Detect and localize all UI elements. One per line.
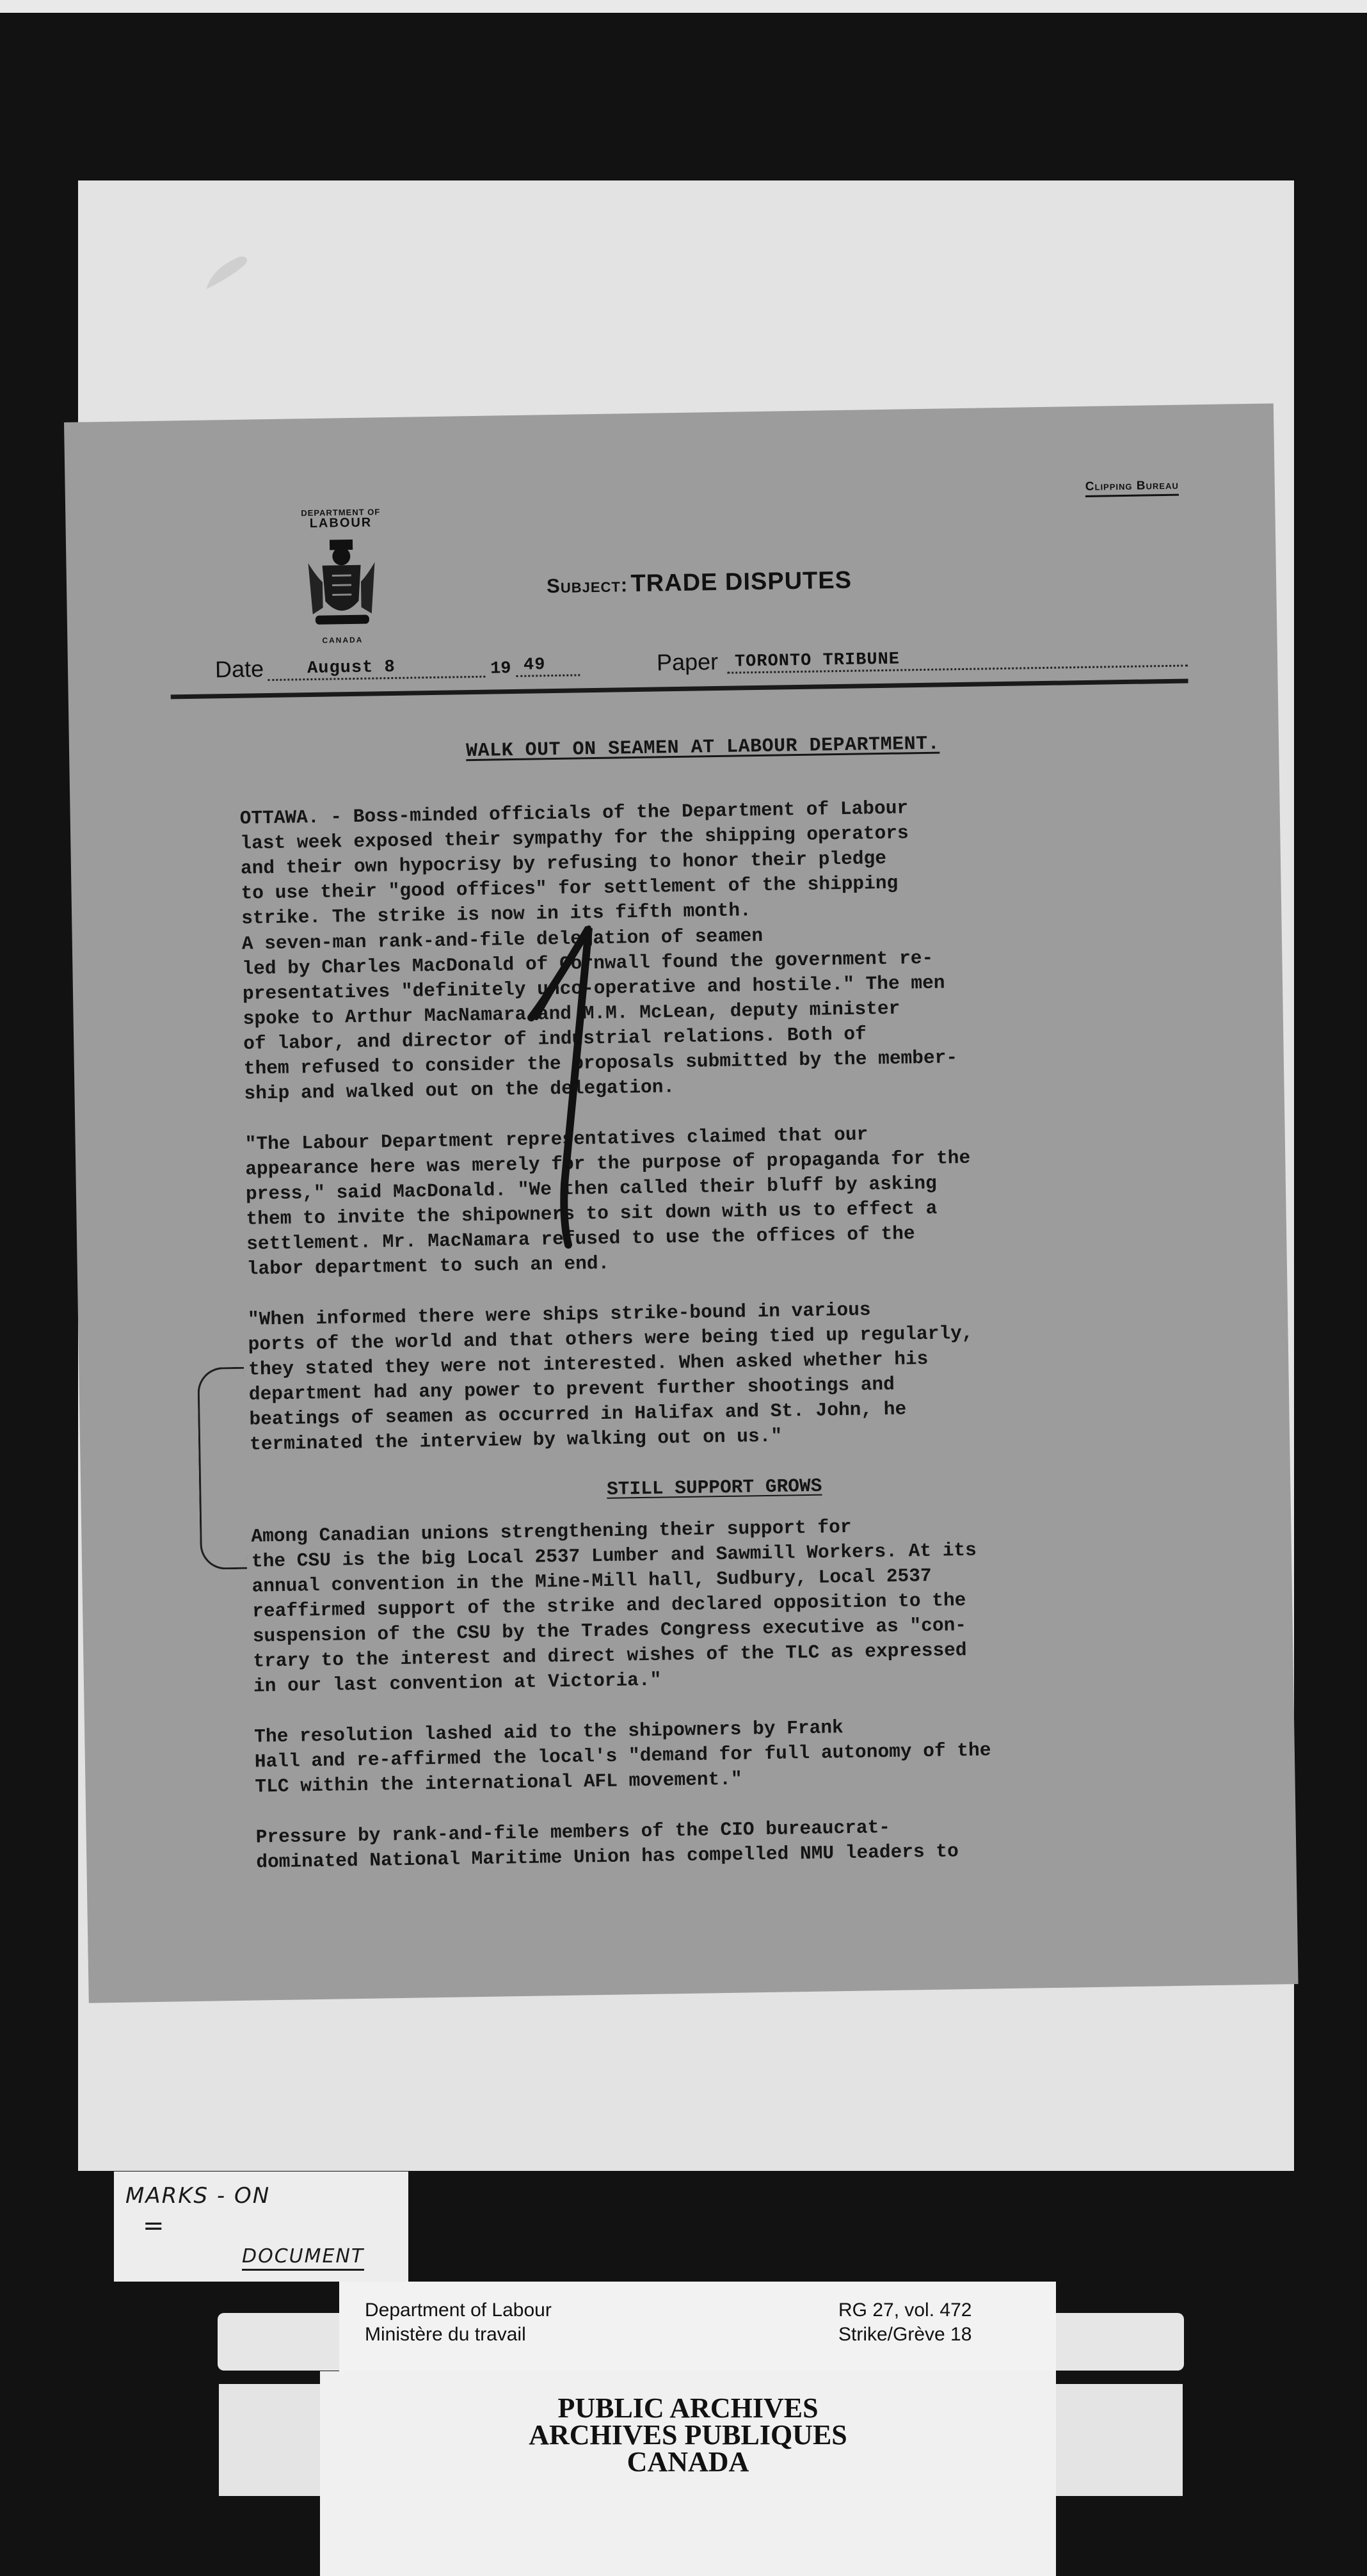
archives-title-2: ARCHIVES PUBLIQUES — [529, 2419, 847, 2451]
date-label: Date — [214, 655, 264, 683]
archives-title-3: CANADA — [627, 2446, 749, 2477]
date-paper-row — [215, 638, 1188, 685]
year-prefix: 19 — [490, 659, 511, 679]
note-line-2: = — [143, 2211, 166, 2241]
paragraph-4: "When informed there were ships strike-bound in various ports of the world and that others were being tied up regularly, they stated they were not interested. When asked whether his department had any power to prevent further shootings and beatings of seamen as occurred in Halifax and St. John, he terminated the interview by walking out on us." — [247, 1299, 973, 1455]
marks-note-card — [114, 2172, 408, 2282]
paper-label: Paper — [656, 648, 719, 676]
department-header — [257, 506, 426, 646]
archive-dept-en: Department of Labour — [365, 2300, 552, 2321]
paper-value: TORONTO TRIBUNE — [727, 643, 1188, 673]
note-line-3: DOCUMENT — [242, 2245, 364, 2271]
paragraph-2-text: A seven-man rank-and-file delegation of seamen led by Charles MacDonald of Cornwall found the government re- presentatives "definitely unco-operative and hostile." The men spoke to Arthur MacNamara and M.M. McLean, deputy minister of labor, and director of industrial relations. Both of them refused to consider the proposals submitted by the member- ship and walked out on the delegation. — [241, 924, 958, 1105]
paragraph-3: "The Labour Department representatives claimed that our appearance here was merely for the purpose of propaganda for the press," said MacDonald. "We then called their bluff by asking them to invite the shipowners to sit down with us to effect a settlement. Mr. MacNamara refused to use the offices of the labor department to such an end. — [244, 1123, 971, 1280]
year-value: 49 — [516, 653, 580, 677]
archive-file: Strike/Grève 18 — [838, 2324, 972, 2345]
clipping-bureau-text: Clipping Bureau — [1085, 478, 1179, 493]
department-label-bottom: CANADA — [322, 635, 364, 645]
paragraph-7: Pressure by rank-and-file members of the CIO bureaucrat- dominated National Maritime Union has compelled NMU leaders to — [255, 1816, 959, 1873]
public-archives-stamp — [320, 2371, 1056, 2576]
archive-dept-fr: Ministère du travail — [365, 2324, 526, 2345]
paragraph-6: The resolution lashed aid to the shipowners by Frank Hall and re-affirmed the local's "demand for full autonomy of the TLC within the international AFL movement." — [254, 1716, 991, 1798]
subject-value: TRADE DISPUTES — [630, 566, 852, 598]
subject-label: Subject: — [546, 573, 628, 598]
archives-title-1: PUBLIC ARCHIVES — [557, 2392, 819, 2424]
archive-reference-card — [339, 2282, 1056, 2378]
paragraph-2 — [242, 917, 1172, 1107]
smudge-mark — [200, 251, 257, 296]
archive-ref: RG 27, vol. 472 — [838, 2300, 972, 2321]
article-headline: WALK OUT ON SEAMEN AT LABOUR DEPARTMENT. — [465, 733, 940, 763]
department-label-top: DEPARTMENT OF — [301, 507, 381, 518]
paragraph-1: OTTAWA. - Boss-minded officials of the Department of Labour last week exposed their sympathy for the shipping operators and their own hypocrisy by refusing to honor their pledge to use their "good offices" for settlement of the shipping strike. The strike is now in its fifth month. — [239, 797, 909, 929]
coat-of-arms-icon — [303, 536, 381, 634]
subject-line — [547, 567, 852, 599]
margin-bracket-mark — [197, 1367, 247, 1570]
date-value: August 8 — [268, 655, 486, 681]
note-line-1: MARKS - ON — [125, 2183, 271, 2209]
paragraph-5: Among Canadian unions strengthening their support for the CSU is the big Local 2537 Lumber and Sawmill Workers. At its annual convention in the Mine-Mill hall, Sudbury, Local 2537 reaffirmed support of the strike and declared opposition to the suspension of the CSU by the Trades Congress executive as "con- trary to the interest and direct wishes of the TLC as expressed in our last convention at Victoria." — [251, 1516, 977, 1697]
clipping-sheet — [64, 403, 1299, 2003]
clipping-bureau-label — [1085, 479, 1179, 497]
scan-top-edge — [0, 0, 1367, 13]
handwritten-one-mark — [506, 922, 608, 1254]
department-label-main: LABOUR — [309, 515, 372, 531]
article-subheadline: STILL SUPPORT GROWS — [606, 1475, 822, 1500]
article-body — [239, 728, 1185, 1901]
